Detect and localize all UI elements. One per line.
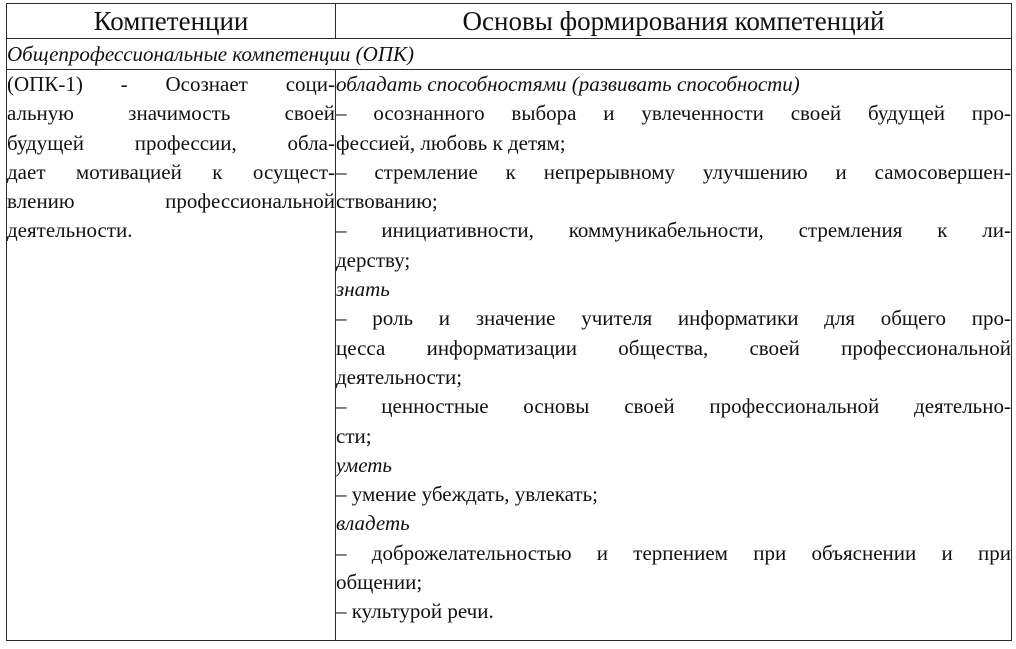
skill-item-line: – ценностные основы своей профессиональной деятельно- — [336, 394, 1011, 419]
formation-basis-cell — [336, 70, 1012, 641]
section-title: Общепрофессиональные компетенции (ОПК) — [7, 39, 1012, 70]
competency-line: будущей профессии, обла- — [7, 130, 335, 155]
competency-row — [7, 70, 1012, 641]
header-row — [7, 4, 1012, 39]
header-formation-basis: Основы формирования компетенций — [336, 4, 1012, 39]
competencies-table — [6, 3, 1012, 641]
skill-item-line: цесса информатизации общества, своей профессиональной — [336, 335, 1011, 360]
skill-category-heading: обладать способностями (развивать способности) — [336, 72, 800, 96]
skill-category-heading: владеть — [336, 511, 410, 536]
skill-item-line: дерству; — [336, 247, 411, 272]
skill-item-line: – доброжелательностью и терпением при объяснении и при — [336, 540, 1011, 565]
skill-item-line: фессией, любовь к детям; — [336, 130, 566, 155]
section-row — [7, 39, 1012, 70]
skill-item-line: – роль и значение учителя информатики для общего про- — [336, 306, 1011, 331]
competency-line: альную значимость своей — [7, 101, 335, 126]
skill-category-heading: уметь — [336, 452, 392, 477]
skill-item-line: ствованию; — [336, 189, 438, 214]
competency-line: дает мотивацией к осущест- — [7, 159, 335, 184]
skill-item-line: – культурой речи. — [336, 599, 494, 624]
skill-item-line: деятельности; — [336, 364, 463, 389]
competency-line: (ОПК-1) - Осознает соци- — [7, 72, 335, 96]
skill-item-line: – инициативности, коммуникабельности, стремления к ли- — [336, 218, 1011, 243]
competency-description-cell — [7, 70, 336, 641]
skill-item-line: – стремление к непрерывному улучшению и самосовершен- — [336, 159, 1011, 184]
competency-line: влению профессиональной — [7, 189, 335, 214]
skill-item-line: общении; — [336, 570, 423, 595]
header-competencies: Компетенции — [7, 4, 336, 39]
formation-basis-lines — [336, 70, 1011, 627]
skill-item-line: сти; — [336, 423, 372, 448]
skill-category-heading: знать — [336, 277, 390, 302]
competency-line: деятельности. — [7, 218, 133, 243]
skill-item-line: – осознанного выбора и увлеченности своей будущей про- — [336, 101, 1011, 126]
skill-item-line: – умение убеждать, увлекать; — [336, 482, 598, 507]
